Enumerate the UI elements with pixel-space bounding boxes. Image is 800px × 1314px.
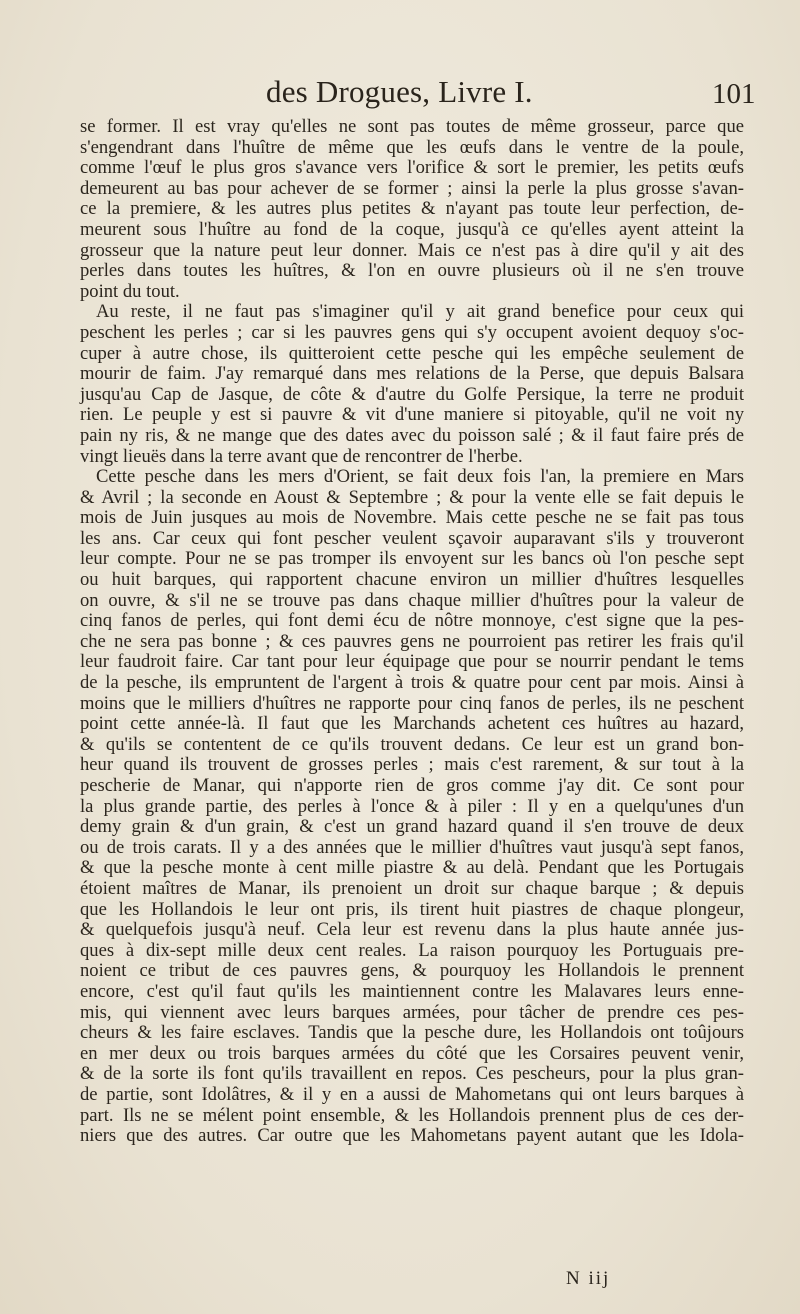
text-line: point du tout. (80, 280, 180, 302)
text-line: demy grain & d'un grain, & c'est un grand hazard quand il s'en trouve de deux (80, 816, 744, 838)
text-line: cheurs & les faire esclaves. Tandis que la pesche dure, les Hollandois ont toûjours (80, 1022, 744, 1044)
text-line: les ans. Car ceux qui font pescher veulent sçavoir auparavant s'ils y trouveront (80, 527, 744, 549)
running-head: des Drogues, Livre I. (266, 74, 533, 109)
text-line: peschent les perles ; car si les pauvres gens qui s'y occupent avoient dequoy s'oc- (80, 321, 744, 343)
text-line: & qu'ils se contentent de ce qu'ils trouvent dedans. Ce leur est un grand bon- (80, 733, 744, 755)
text-line: on ouvre, & s'il ne se trouve pas dans chaque millier d'huîtres pour la valeur de (80, 589, 744, 611)
text-line: rien. Le peuple y est si pauvre & vit d'une maniere si pitoyable, qu'il ne voit ny (80, 404, 744, 426)
text-line: cuper à autre chose, ils quitteroient cette pesche qui les empêche seulement de (80, 342, 744, 364)
text-line: Cette pesche dans les mers d'Orient, se fait deux fois l'an, la premiere en Mars (96, 466, 744, 488)
text-line: se former. Il est vray qu'elles ne sont pas toutes de même grosseur, parce que (80, 116, 744, 137)
text-line: jusqu'au Cap de Jasque, de côte & d'autre du Golfe Persique, la terre ne produit (80, 383, 744, 405)
text-line: la plus grande partie, des perles à l'once & à piler : Il y en a quelqu'unes d'un (80, 795, 744, 817)
text-line: ce la premiere, & les autres plus petites & n'ayant pas toute leur perfection, de- (80, 198, 744, 220)
text-line: demeurent au bas pour achever de se former ; ainsi la perle la plus grosse s'avan- (80, 177, 744, 199)
text-line: que les Hollandois le leur ont pris, ils tirent huit piastres de chaque plongeur, (80, 898, 744, 920)
text-line: pescherie de Manar, qui n'apporte rien de gros comme j'ay dit. Ce sont pour (80, 775, 744, 796)
text-line: en mer deux ou trois barques armées du côté que les Corsaires peuvent venir, (80, 1042, 744, 1064)
text-line: vingt lieuës dans la terre avant que de rencontrer de l'herbe. (80, 445, 523, 467)
page-number: 101 (712, 78, 756, 110)
text-line: de partie, sont Idolâtres, & il y en a aussi de Mahometans qui ont leurs barques à (80, 1083, 744, 1105)
text-line: & Avril ; la seconde en Aoust & Septembre ; & pour la vente elle se fait depuis le (80, 486, 744, 508)
text-line: moins que le milliers d'huîtres ne rapporte pour cinq fanos de perles, ils ne peschent (80, 692, 744, 714)
text-line: comme l'œuf le plus gros s'avance vers l'orifice & sort le premier, les petits œufs (80, 157, 744, 179)
text-line: grosseur que la nature peut leur donner. Mais ce n'est pas à dire qu'il y ait des (80, 239, 744, 261)
body-text (80, 117, 744, 1167)
text-line: perles dans toutes les huîtres, & l'on en ouvre plusieurs où il ne s'en trouve (80, 260, 744, 282)
text-line: part. Ils ne se mélent point ensemble, & les Hollandois prennent plus de ces der- (80, 1104, 744, 1126)
text-line: s'engendrant dans l'huître de même que les œufs dans le ventre de la poule, (80, 136, 744, 158)
text-line: Au reste, il ne faut pas s'imaginer qu'il y ait grand benefice pour ceux qui (96, 301, 744, 323)
text-line: & que la pesche monte à cent mille piastre & au delà. Pendant que les Portugais (80, 857, 744, 879)
text-line (80, 1147, 744, 1168)
text-line: ou huit barques, qui rapportent chacune environ un millier d'huîtres lesquelles (80, 569, 744, 591)
text-line: mis, qui viennent avec leurs barques armées, pour tâcher de prendre ces pes- (80, 1001, 744, 1023)
text-line: noient ce tribut de ces pauvres gens, & pourquoy les Hollandois le prennent (80, 960, 744, 982)
text-line: che ne sera pas bonne ; & ces pauvres gens ne pourroient pas retirer les frais qu'il (80, 630, 744, 652)
page-header (0, 74, 800, 122)
text-line: mourir de faim. J'ay remarqué dans mes relations de la Perse, que depuis Balsara (80, 363, 744, 385)
text-line: & de la sorte ils font qu'ils travaillent en repos. Ces pescheurs, pour la plus gran- (80, 1063, 744, 1085)
text-line: étoient maîtres de Manar, ils prenoient un droit sur chaque barque ; & depuis (80, 877, 744, 899)
text-line: cinq fanos de perles, qui font demi écu de nôtre monnoye, c'est signe que la pes- (80, 610, 744, 632)
text-line: mois de Juin jusques au mois de Novembre. Mais cette pesche ne se fait pas tous (80, 507, 744, 529)
text-line: & quelquefois jusqu'à neuf. Cela leur est revenu dans la plus haute année jus- (80, 919, 744, 941)
text-line: pain ny ris, & ne mange que des dates avec du poisson salé ; & il faut faire prés de (80, 424, 744, 446)
text-line: meurent sous l'huître au fond de la coque, jusqu'à ce qu'elles ayent atteint la (80, 218, 744, 240)
text-line: encore, c'est qu'il faut qu'ils les maintiennent contre les Malavares leurs enne- (80, 980, 744, 1002)
text-line: point cette année-là. Il faut que les Marchands achetent ces huîtres au hazard, (80, 713, 744, 735)
text-line: leur faudroit faire. Car tant pour leur équipage que pour se nourrir pendant le tems (80, 651, 744, 673)
text-line: ou de trois carats. Il y a des années que le millier d'huîtres vaut jusqu'à sept fanos, (80, 836, 744, 858)
text-line: ques à dix-sept mille deux cent reales. La raison pourquoy les Portuguais pre- (80, 939, 744, 961)
text-line: heur quand ils trouvent de grosses perles ; mais c'est rarement, & sur tout à la (80, 754, 744, 776)
signature-mark: N iij (566, 1268, 611, 1289)
text-line: leur compte. Pour ne se pas tromper ils envoyent sur les bancs où l'on pesche sept (80, 548, 744, 570)
text-line: de la pesche, ils empruntent de l'argent à trois & quatre pour cent par mois. Ainsi à (80, 672, 744, 694)
text-line: niers que des autres. Car outre que les Mahometans payent autant que les Idola- (80, 1125, 744, 1147)
